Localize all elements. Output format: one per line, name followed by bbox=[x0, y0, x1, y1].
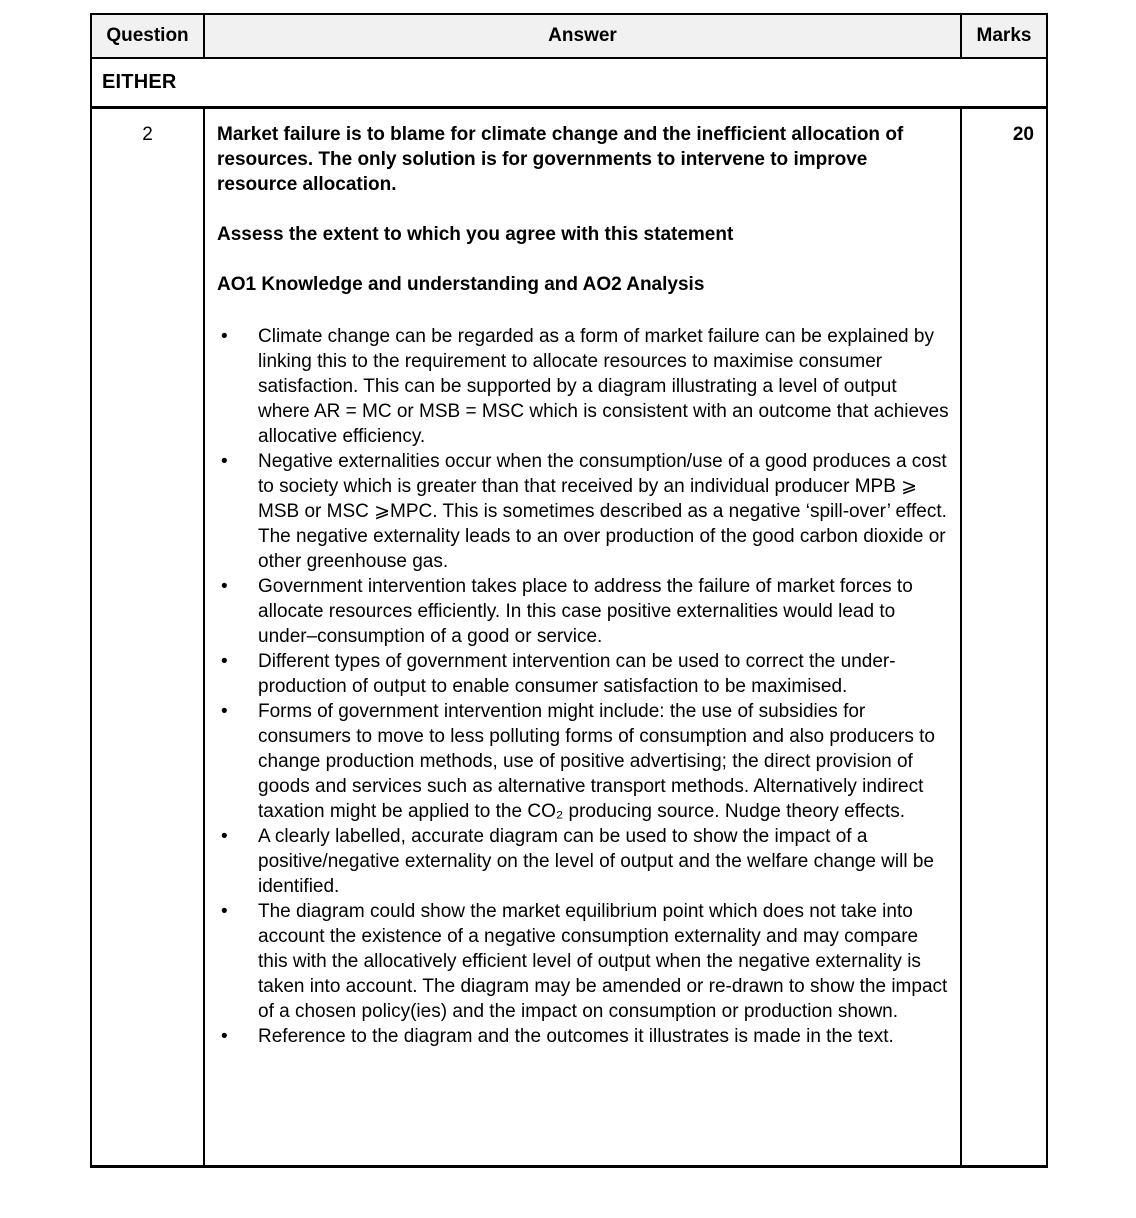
either-section-row bbox=[92, 59, 1046, 109]
answer-bullet-list bbox=[217, 324, 950, 1049]
bullet-item: • Government intervention takes place to address the failure of market forces to allocate resources efficiently. In this case positive externalities would lead to under–consumption of a good or service. bbox=[217, 574, 950, 649]
task-paragraph: Assess the extent to which you agree with this statement bbox=[217, 224, 734, 245]
question-number-cell: 2 bbox=[92, 109, 205, 1165]
bullet-item: • Negative externalities occur when the consumption/use of a good produces a cost to society which is greater than that received by an individual producer MPB ⩾ MSB or MSC ⩾MPC. This is sometimes described as a negative ‘spill-over’ effect. The negative externality leads to an over production of the good carbon dioxide or other greenhouse gas. bbox=[217, 449, 950, 574]
bullet-item: • The diagram could show the market equilibrium point which does not take into account the existence of a negative consumption externality and may compare this with the allocatively efficient level of output when the negative externality is taken into account. The diagram may be amended or re-drawn to show the impact of a chosen policy(ies) and the impact on consumption or production shown. bbox=[217, 899, 950, 1024]
bullet-item: • Different types of government intervention can be used to correct the under-production of output to enable consumer satisfaction to be maximised. bbox=[217, 649, 950, 699]
header-cell-marks: Marks bbox=[976, 25, 1032, 46]
bullet-item: • Forms of government intervention might include: the use of subsidies for consumers to move to less polluting forms of consumption and also producers to change production methods, use of positive advertising; the direct provision of goods and services such as alternative transport methods. Alternatively indirect taxation might be applied to the CO₂ producing source. Nudge theory effects. bbox=[217, 699, 950, 824]
header-cell-answer: Answer bbox=[205, 15, 962, 57]
question-row bbox=[92, 109, 1046, 1165]
either-label: EITHER bbox=[102, 71, 177, 93]
ao-heading: AO1 Knowledge and understanding and AO2 Analysis bbox=[217, 274, 705, 295]
mark-scheme-table bbox=[90, 13, 1048, 1168]
statement-paragraph: Market failure is to blame for climate change and the inefficient allocation of resources. The only solution is for governments to intervene to improve resource allocation. bbox=[217, 124, 904, 195]
answer-cell bbox=[205, 109, 962, 1165]
table-header-row bbox=[92, 15, 1046, 59]
bullet-item: • Climate change can be regarded as a form of market failure can be explained by linking this to the requirement to allocate resources to maximise consumer satisfaction. This can be supported by a diagram illustrating a level of output where AR = MC or MSB = MSC which is consistent with an outcome that achieves allocative efficiency. bbox=[217, 324, 950, 449]
bullet-item: • Reference to the diagram and the outcomes it illustrates is made in the text. bbox=[217, 1024, 950, 1049]
header-cell-question: Question bbox=[92, 15, 205, 57]
bullet-item: • A clearly labelled, accurate diagram can be used to show the impact of a positive/negative externality on the level of output and the welfare change will be identified. bbox=[217, 824, 950, 899]
marks-value-cell: 20 bbox=[1012, 124, 1034, 145]
